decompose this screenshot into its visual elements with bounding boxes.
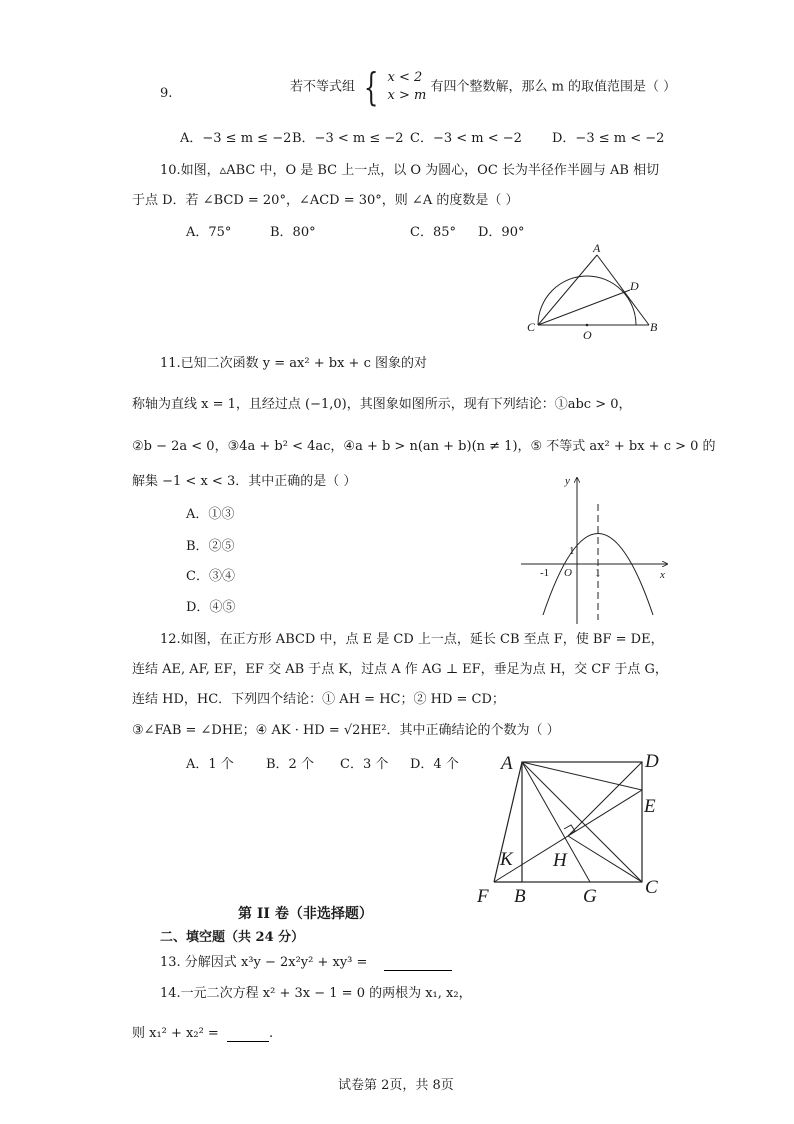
q12-label-a: A — [501, 753, 513, 774]
q12-label-e: E — [644, 796, 656, 817]
q12-segment-hd — [568, 762, 642, 836]
q12-label-g: G — [583, 886, 597, 907]
q12-line1: 12.如图，在正方形 ABCD 中，点 E 是 CD 上一点，延长 CB 至点 F，使 BF = DE， — [160, 632, 664, 647]
q9-option-a: A．−3 ≤ m ≤ −2 — [180, 131, 292, 146]
q12-label-c: C — [645, 877, 658, 898]
section2-title: 第 II 卷（非选择题） — [238, 906, 373, 922]
q12-label-h: H — [553, 850, 567, 871]
q9-ineq1: x < 2 — [387, 70, 423, 85]
q11-option-b: B．②⑤ — [186, 539, 235, 554]
q10-center-dot — [586, 324, 589, 327]
q10-segment-cd — [538, 290, 630, 325]
q9-option-b: B．−3 < m ≤ −2 — [292, 131, 404, 146]
q10-option-d: D．90° — [478, 225, 525, 240]
q14-line2-end: . — [268, 1026, 274, 1041]
q9-system-brace: { — [363, 65, 379, 109]
q12-option-c: C．3 个 — [340, 757, 389, 772]
q12-label-f: F — [477, 886, 489, 907]
q11-line2: 称轴为直线 x = 1，且经过点 (−1,0)，其图象如图所示，现有下列结论：①abc > 0， — [132, 397, 632, 412]
q10-label-b: B — [650, 320, 658, 334]
q11-option-c: C．③④ — [186, 569, 235, 584]
q12-figure — [470, 745, 680, 910]
q11-line3: ②b − 2a < 0，③4a + b² < 4ac，④a + b > n(an + b)(n ≠ 1)，⑤ 不等式 ax² + bx + c > 0 的 — [132, 439, 716, 454]
q11-label-origin: O — [564, 567, 572, 579]
q13-text: 13. 分解因式 x³y − 2x²y² + xy³ = — [160, 955, 368, 970]
q12-segment-hc — [568, 836, 642, 882]
q10-semicircle — [538, 276, 636, 325]
q10-label-o: O — [583, 328, 592, 342]
q9-stem — [290, 65, 677, 109]
q10-option-c: C．85° — [410, 225, 456, 240]
q10-label-d: D — [630, 279, 639, 293]
q12-option-a: A．1 个 — [186, 757, 234, 772]
q10-line2: 于点 D．若 ∠BCD = 20°，∠ACD = 30°，则 ∠A 的度数是（ ） — [132, 193, 519, 208]
q9-number: 9. — [160, 86, 173, 101]
q9-option-c: C．−3 < m < −2 — [410, 131, 522, 146]
q12-label-b: B — [514, 886, 526, 907]
q11-label-y: y — [565, 475, 570, 487]
q12-option-d: D．4 个 — [410, 757, 459, 772]
q11-line1: 11.已知二次函数 y = ax² + bx + c 图象的对 — [160, 356, 427, 371]
q10-figure — [520, 238, 670, 346]
q12-line2: 连结 AE, AF, EF，EF 交 AB 于点 K，过点 A 作 AG ⊥ EF，垂足为点 H，交 CF 于点 G， — [132, 662, 668, 677]
q10-line1: 10.如图，▵ABC 中，O 是 BC 上一点，以 O 为圆心，OC 长为半径作半圆与 AB 相切 — [160, 163, 660, 178]
q9-stem-before: 若不等式组 — [290, 79, 356, 95]
q13-answer-blank[interactable] — [384, 956, 452, 971]
q12-label-d: D — [645, 751, 659, 772]
q10-option-b: B．80° — [270, 225, 316, 240]
q11-label-neg-one: -1 — [540, 567, 550, 579]
q10-option-a: A．75° — [186, 225, 232, 240]
q11-label-x: x — [660, 569, 665, 581]
q11-option-d: D．④⑤ — [186, 600, 236, 615]
q12-line3: 连结 HD，HC．下列四个结论：① AH = HC；② HD = CD； — [132, 692, 505, 707]
q11-line4: 解集 −1 < x < 3．其中正确的是（ ） — [132, 474, 357, 489]
q10-label-a: A — [593, 241, 601, 255]
q14-line1: 14.一元二次方程 x² + 3x − 1 = 0 的两根为 x₁, x₂， — [160, 986, 472, 1001]
q11-option-a: A．①③ — [186, 507, 235, 522]
q12-option-b: B．2 个 — [266, 757, 314, 772]
section2-subtitle: 二、填空题（共 24 分） — [160, 930, 305, 945]
q9-system — [387, 69, 426, 105]
q11-figure — [515, 472, 675, 628]
q10-label-c: C — [527, 320, 536, 334]
page-footer: 试卷第 2页，共 8页 — [338, 1078, 454, 1093]
q12-segment-ae — [522, 762, 642, 790]
q10-segment-ca — [538, 255, 597, 325]
q12-label-k: K — [500, 849, 513, 870]
q12-line4: ③∠FAB = ∠DHE；④ AK · HD = √2HE²．其中正确结论的个数为（ ） — [132, 723, 560, 738]
q14-line2-text: 则 x₁² + x₂² = — [132, 1026, 219, 1041]
q9-stem-after: 有四个整数解，那么 m 的取值范围是（ ） — [430, 79, 677, 95]
q11-label-one-x: 1 — [595, 567, 601, 579]
q14-answer-blank[interactable] — [227, 1027, 269, 1042]
q11-label-one-y: 1 — [569, 545, 575, 557]
q9-option-d: D．−3 ≤ m < −2 — [552, 131, 665, 146]
q13 — [160, 955, 452, 971]
q9-ineq2: x > m — [387, 88, 427, 103]
q14-line2 — [132, 1026, 273, 1042]
q10-segment-ab — [597, 255, 649, 325]
